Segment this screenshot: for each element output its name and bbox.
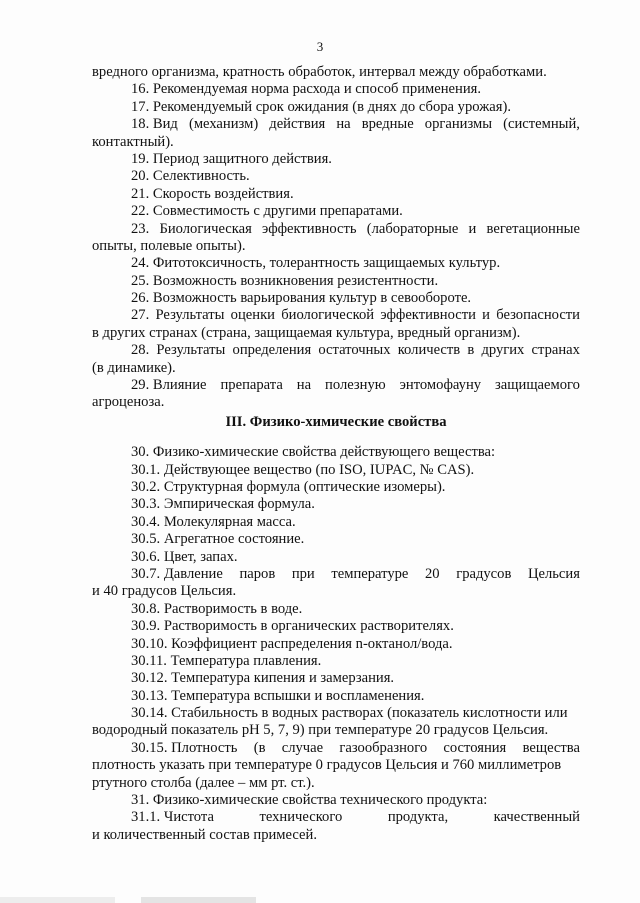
word: 27.: [131, 307, 150, 324]
list-item: 30.11. Температура плавления.: [131, 652, 322, 669]
word: состояния: [443, 739, 507, 756]
word: эффективности: [380, 307, 476, 324]
word: Результаты: [156, 342, 226, 359]
word: 20: [425, 565, 440, 582]
word: препарата: [220, 377, 283, 394]
list-item: 21. Скорость воздействия.: [131, 185, 294, 202]
list-item-justified: [92, 116, 580, 133]
word: (в: [253, 739, 266, 756]
list-item-justified: [92, 740, 580, 757]
word: температуре: [331, 565, 409, 582]
word: на: [336, 116, 351, 133]
word: градусов: [456, 565, 512, 582]
text-line: и количественный состав примесей.: [92, 826, 317, 843]
list-item: 24. Фитотоксичность, толерантность защищаемых культур.: [131, 255, 501, 272]
list-item: 30.6. Цвет, запах.: [131, 548, 238, 565]
text-line: плотность указать при температуре 0 градусов Цельсия и 760 миллиметров: [92, 757, 562, 774]
word: действия: [269, 116, 326, 133]
word: паров: [239, 565, 276, 582]
word: продукта,: [387, 809, 449, 826]
word: 31.1. Чистота: [131, 809, 214, 826]
text-line: в других странах (страна, защищаемая культура, вредный организм).: [92, 324, 521, 341]
list-item: 30.8. Растворимость в воде.: [131, 600, 303, 617]
word: Цельсия: [527, 565, 580, 582]
document-body: [92, 64, 580, 844]
list-item: 30.1. Действующее вещество (по ISO, IUPAC, № CAS).: [131, 461, 475, 478]
word: (лабораторные: [366, 220, 459, 237]
list-item: 30.4. Молекулярная масса.: [131, 513, 296, 530]
word: Биологическая: [159, 220, 252, 237]
word: качественный: [493, 809, 580, 826]
word: (механизм): [188, 116, 259, 133]
list-item: 31. Физико-химические свойства технического продукта:: [131, 792, 488, 809]
word: 30.7. Давление: [131, 565, 223, 582]
word: технического: [259, 809, 343, 826]
word: биологической: [281, 307, 375, 324]
list-item-justified: [92, 342, 580, 359]
text-line: (в динамике).: [92, 359, 176, 376]
word: и: [482, 307, 490, 324]
list-item: 16. Рекомендуемая норма расхода и способ применения.: [131, 81, 481, 98]
word: количеств: [397, 342, 461, 359]
list-item-justified: [92, 566, 580, 583]
word: вещества: [522, 739, 580, 756]
word: 30.15. Плотность: [131, 739, 238, 756]
text-line: ртутного столба (далее – мм рт. ст.).: [92, 774, 315, 791]
list-item: 30.14. Стабильность в водных растворах (показатель кислотности или: [131, 705, 568, 722]
list-item: 30.5. Агрегатное состояние.: [131, 531, 305, 548]
word: на: [296, 377, 312, 394]
text-line: опыты, полевые опыты).: [92, 237, 246, 254]
word: 28.: [131, 342, 150, 359]
word: защищаемого: [495, 377, 580, 394]
text-line: агроценоза.: [92, 394, 165, 411]
word: газообразного: [339, 739, 428, 756]
word: 18. Вид: [131, 116, 178, 133]
list-item: 30. Физико-химические свойства действующего вещества:: [131, 444, 496, 461]
word: вредные: [361, 116, 414, 133]
text-line: контактный).: [92, 133, 174, 150]
list-item: 30.13. Температура вспышки и воспламенения.: [131, 687, 425, 704]
list-item: 30.12. Температура кипения и замерзания.: [131, 670, 395, 687]
list-item-justified: [92, 307, 580, 324]
word: определения: [232, 342, 312, 359]
word: 23.: [131, 220, 150, 237]
list-item: 25. Возможность возникновения резистентности.: [131, 272, 439, 289]
text-line: и 40 градусов Цельсия.: [92, 583, 237, 600]
word: остаточных: [318, 342, 391, 359]
list-item: 17. Рекомендуемый срок ожидания (в днях до сбора урожая).: [131, 98, 511, 115]
list-item: 26. Возможность варьирования культур в севообороте.: [131, 290, 472, 307]
list-item: 30.2. Структурная формула (оптические изомеры).: [131, 478, 446, 495]
list-item: 30.10. Коэффициент распределения n-октанол/вода.: [131, 635, 453, 652]
word: энтомофауну: [399, 377, 482, 394]
word: странах: [531, 342, 580, 359]
text-line: вредного организма, кратность обработок, интервал между обработками.: [92, 64, 547, 80]
word: (системный,: [503, 116, 580, 133]
list-item-justified: [92, 221, 580, 238]
section-heading: III. Физико-химические свойства: [225, 413, 447, 430]
page-number: 3: [316, 39, 324, 54]
word: других: [481, 342, 525, 359]
list-item: 20. Селективность.: [131, 168, 250, 185]
list-item-justified: [92, 809, 580, 826]
list-item: 30.3. Эмпирическая формула.: [131, 496, 315, 513]
word: в: [467, 342, 475, 359]
word: безопасности: [496, 307, 580, 324]
word: Результаты: [155, 307, 225, 324]
word: эффективность: [262, 220, 357, 237]
list-item-justified: [92, 377, 580, 394]
word: организмы: [424, 116, 493, 133]
word: 29. Влияние: [131, 377, 207, 394]
word: и: [468, 220, 477, 237]
list-item: 22. Совместимость с другими препаратами.: [131, 203, 403, 220]
list-item: 19. Период защитного действия.: [131, 150, 332, 167]
word: при: [291, 565, 315, 582]
list-item: 30.9. Растворимость в органических растворителях.: [131, 618, 454, 635]
text-line: водородный показатель pH 5, 7, 9) при температуре 20 градусов Цельсия.: [92, 722, 549, 739]
word: случае: [281, 739, 324, 756]
word: полезную: [325, 377, 386, 394]
word: оценки: [230, 307, 275, 324]
word: вегетационные: [486, 220, 580, 237]
scan-edge-artifact: [0, 897, 640, 903]
